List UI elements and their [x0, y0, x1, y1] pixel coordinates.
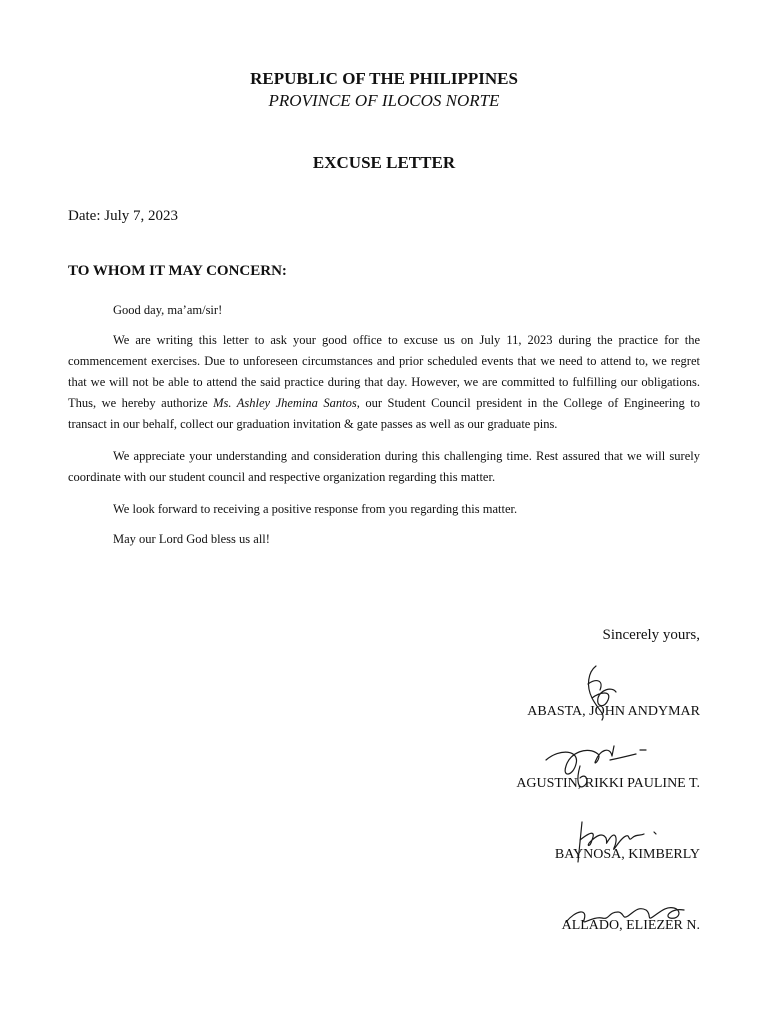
letter-header: [0, 68, 768, 112]
body-paragraph-3: We look forward to receiving a positive response from you regarding this matter.: [113, 502, 518, 516]
signer-name-3: BAYNOSA, KIMBERLY: [554, 847, 700, 862]
signer-name-2: AGUSTIN, RIKKI PAULINE T.: [516, 776, 700, 791]
authorized-person: Ms. Ashley Jhemina Santos: [213, 396, 357, 410]
signer-name-4: ALLADO, ELIEZER N.: [561, 918, 700, 933]
signer-name-1: ABASTA, JOHN ANDYMAR: [527, 704, 700, 719]
letter-title: EXCUSE LETTER: [312, 153, 456, 172]
letter-date: Date: July 7, 2023: [68, 208, 178, 224]
salutation: TO WHOM IT MAY CONCERN:: [68, 263, 287, 279]
letter-body: [68, 300, 700, 561]
greeting: Good day, ma’am/sir!: [113, 303, 223, 317]
body-paragraph-4: May our Lord God bless us all!: [113, 532, 270, 546]
body-paragraph-2: We appreciate your understanding and consideration during this challenging time. Rest assured that we will surely coordinate with our student council and respective organization regarding this matter.: [68, 449, 700, 484]
body-paragraph-1: We are writing this letter to ask your good office to excuse us on July 11, 2023 during the practice for the commencement exercises. Due to unforeseen circumstances and prior scheduled events that we need to attend to, we regret that we will not be able to attend the said practice during that day. However, we are committed to fulfilling our obligations. Thus, we hereby authorize Ms. Ashley Jhemina Santos, our Student Council president in the College of Engineering to transact in our behalf, collect our graduation invitation & gate passes as well as our graduate pins.: [68, 333, 701, 431]
closing: Sincerely yours,: [602, 627, 700, 643]
header-province: PROVINCE OF ILOCOS NORTE: [268, 91, 500, 110]
header-country: REPUBLIC OF THE PHILIPPINES: [250, 69, 518, 88]
